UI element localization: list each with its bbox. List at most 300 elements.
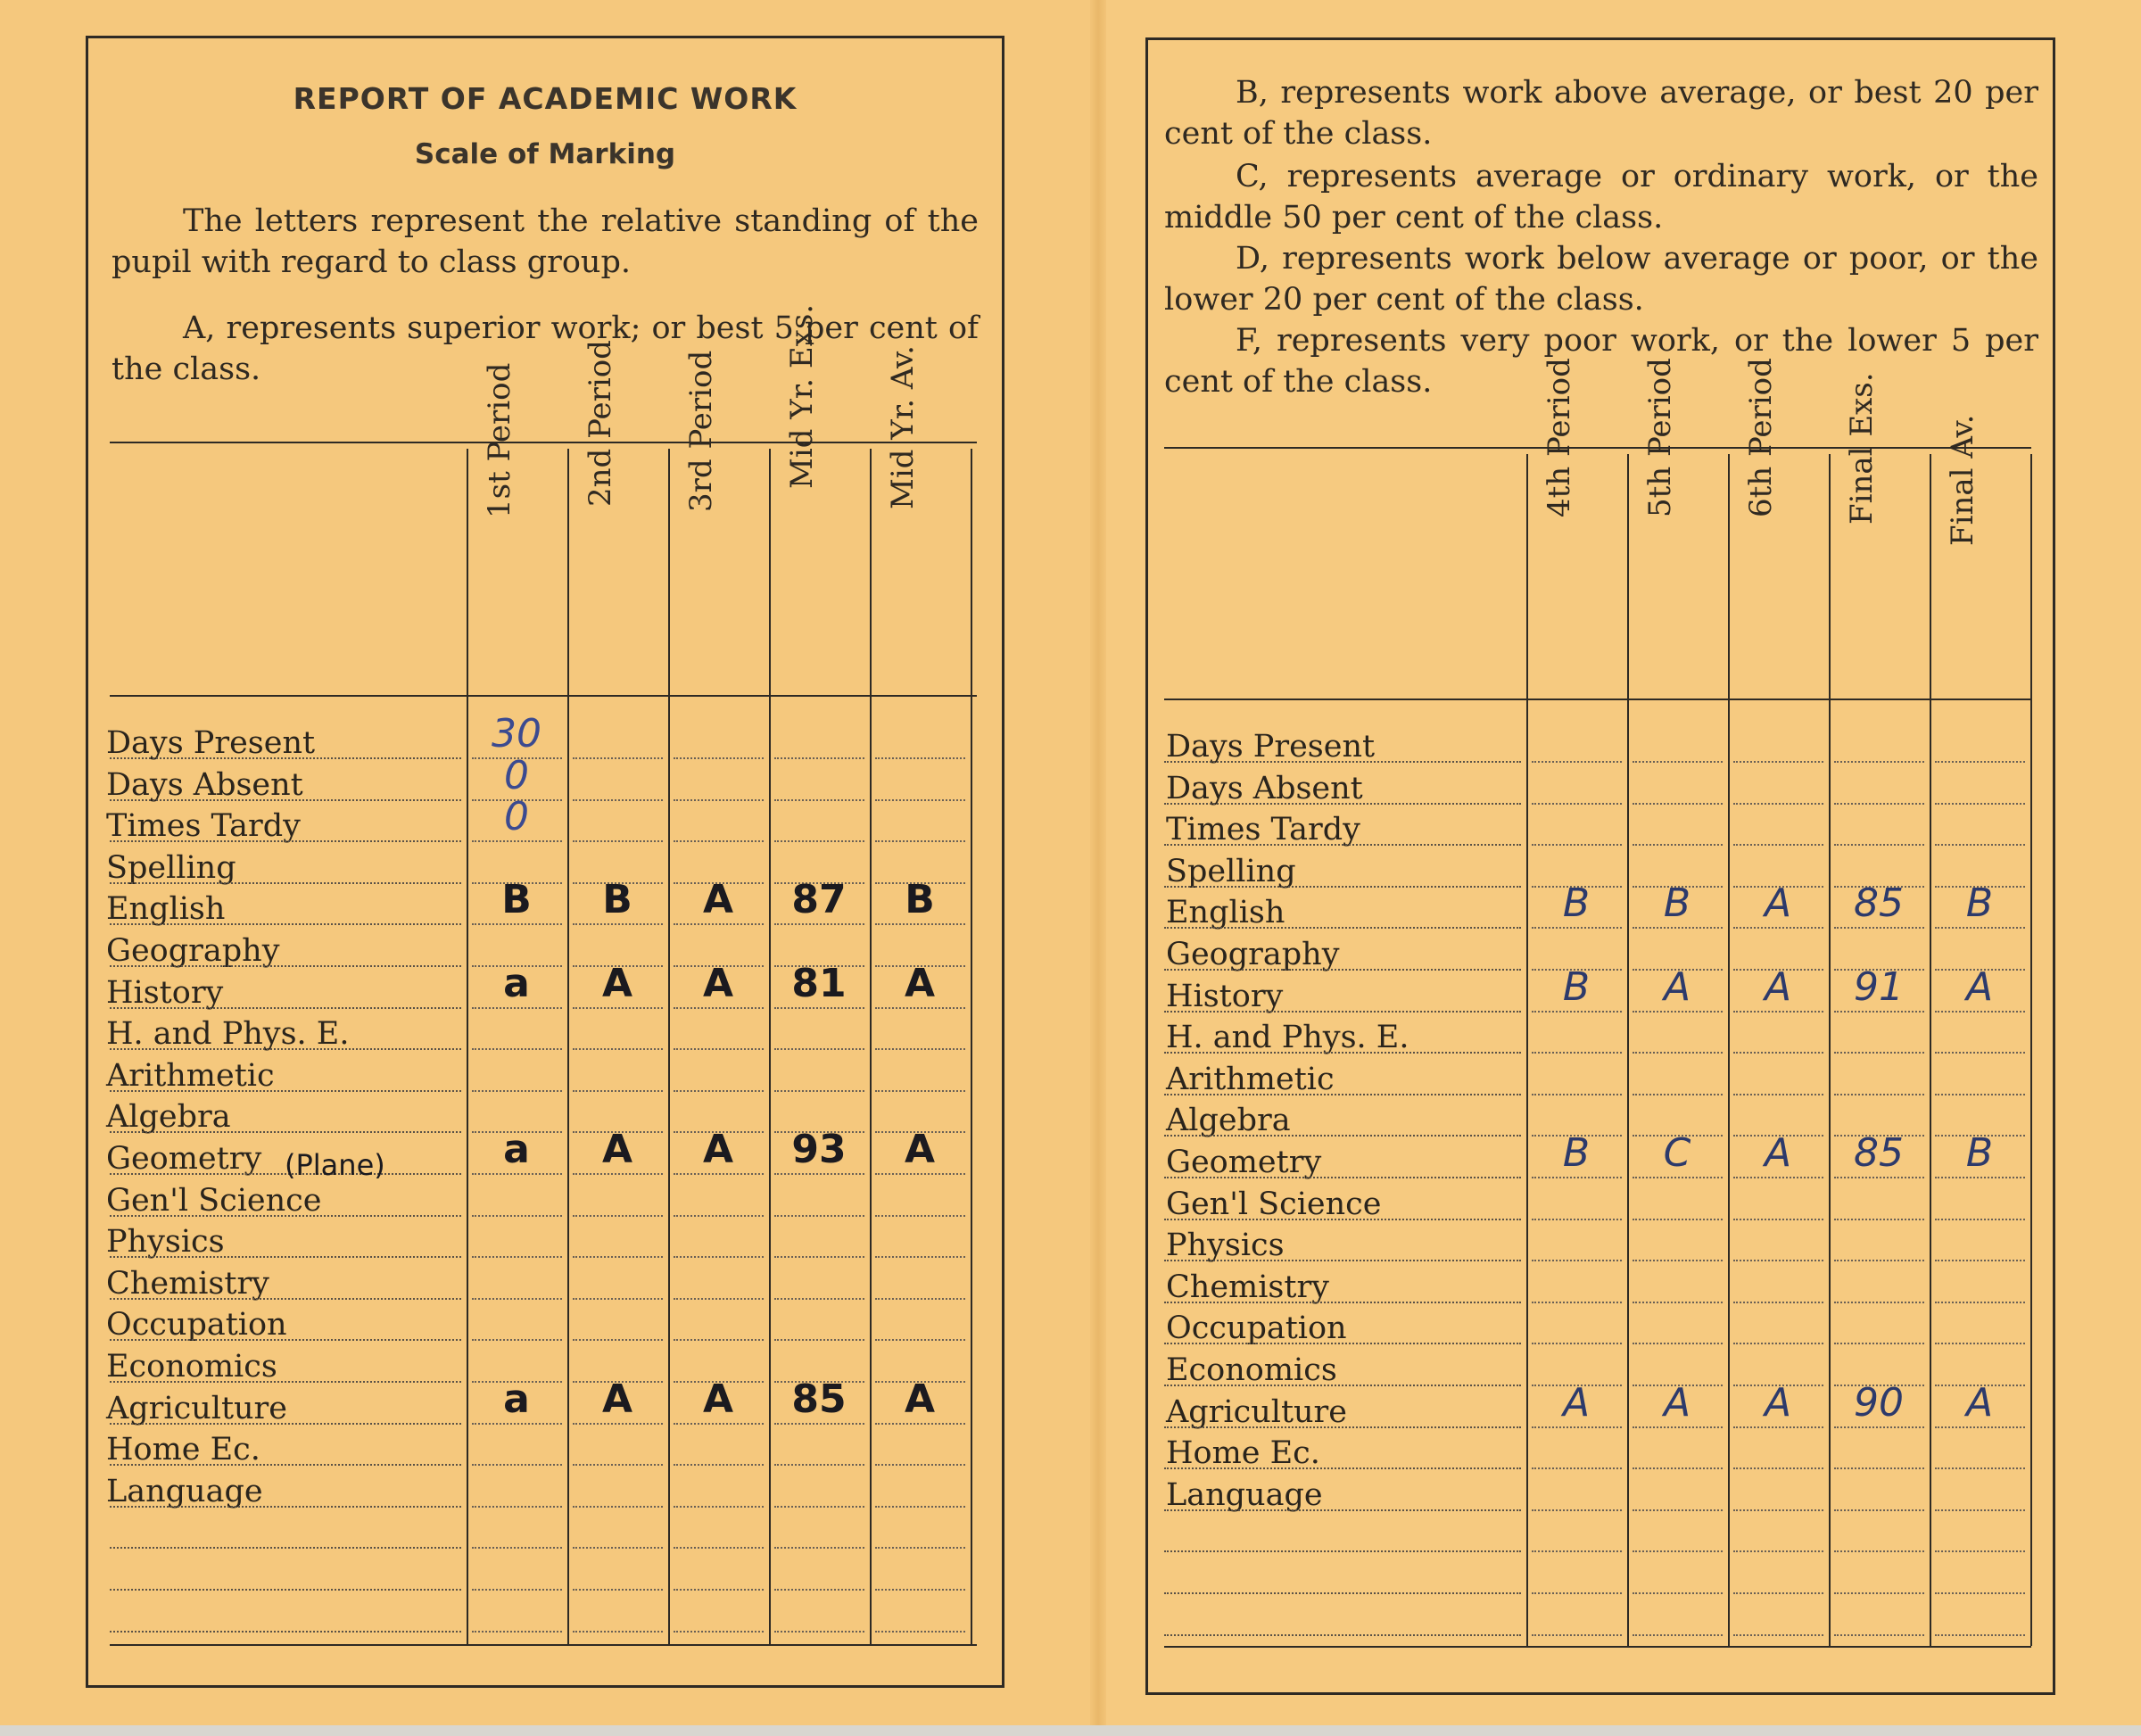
row-label-physics: Physics: [106, 1224, 225, 1261]
cell-line: [472, 1506, 562, 1508]
row-leader: [1164, 1177, 1521, 1178]
cell-line: [774, 757, 864, 759]
cell-line: [774, 1298, 864, 1300]
cell-line: [674, 923, 764, 925]
cell-line: [1834, 1550, 1924, 1552]
cell-line: [1935, 1219, 2025, 1220]
column-header-final-av: [1944, 414, 2007, 690]
row-leader: [110, 1131, 461, 1133]
cell-line: [1935, 1343, 2025, 1344]
cell-line: [1532, 1550, 1622, 1552]
cell-line: [1935, 1094, 2025, 1095]
row-label-geography: Geography: [106, 933, 280, 969]
column-divider: [870, 449, 872, 1644]
cell-line: [1733, 1052, 1823, 1054]
cell-line: [674, 1339, 764, 1341]
cell-line: [875, 799, 965, 801]
cell-line: [674, 799, 764, 801]
row-label-h-and-phys-e: H. and Phys. E.: [1166, 1020, 1409, 1056]
row-label-chemistry: Chemistry: [1166, 1269, 1329, 1305]
row-leader: [1164, 969, 1521, 971]
cell-line: [1633, 1094, 1723, 1095]
cell-line: [573, 923, 663, 925]
cell-line: [774, 1090, 864, 1092]
grade-agriculture-final-av: A: [1965, 1379, 1994, 1426]
cell-line: [1532, 1094, 1622, 1095]
left-report-panel: [86, 36, 1004, 1688]
grade-english-1st-period: B: [501, 877, 532, 923]
grade-history-1st-period: a: [503, 960, 530, 1006]
column-header-label: Final Exs.: [1843, 372, 1880, 525]
column-divider: [1728, 454, 1730, 1646]
cell-line: [1935, 844, 2025, 846]
row-leader: [1164, 1467, 1521, 1469]
row-leader: [1164, 761, 1521, 763]
cell-line: [774, 1007, 864, 1009]
grade-history-2nd-period: A: [601, 960, 633, 1006]
grade-d-description: D, represents work below average or poor, or the lower 20 per cent of the class.: [1164, 241, 2038, 318]
column-header-final-exs: [1843, 372, 1906, 690]
cell-line: [573, 1423, 663, 1425]
cell-line: [1733, 1302, 1823, 1303]
cell-line: [674, 1423, 764, 1425]
cell-line: [1834, 1592, 1924, 1594]
grade-geometry-2nd-period: A: [601, 1127, 633, 1172]
cell-line: [774, 1423, 864, 1425]
cell-line: [1834, 1219, 1924, 1220]
row-leader: [110, 1298, 461, 1300]
row-label-days-absent: Days Absent: [1166, 770, 1363, 806]
cell-line: [674, 1298, 764, 1300]
row-leader: [110, 923, 461, 925]
grade-agriculture-5th-period: A: [1663, 1379, 1691, 1426]
cell-line: [774, 1256, 864, 1258]
grade-geometry-1st-period: a: [503, 1127, 530, 1172]
row-leader: [110, 840, 461, 842]
cell-line: [1733, 803, 1823, 805]
cell-line: [1834, 1052, 1924, 1054]
scan-edge: [0, 1725, 2141, 1736]
row-label-chemistry: Chemistry: [106, 1265, 269, 1302]
row-label-times-tardy: Times Tardy: [106, 808, 301, 845]
column-header-label: 4th Period: [1541, 358, 1577, 518]
cell-line: [674, 1090, 764, 1092]
cell-line: [1532, 761, 1622, 763]
row-leader: [110, 965, 461, 967]
row-label-geometry: Geometry: [1166, 1145, 1322, 1180]
column-divider: [1829, 454, 1831, 1646]
cell-line: [573, 1506, 663, 1508]
grade-geometry-mid-yr-av: A: [904, 1127, 936, 1172]
cell-line: [674, 840, 764, 842]
row-label-arithmetic: Arithmetic: [106, 1057, 275, 1094]
cell-line: [1633, 1550, 1723, 1552]
grade-agriculture-3rd-period: A: [702, 1376, 734, 1422]
cell-line: [1733, 1260, 1823, 1261]
cell-line: [674, 1215, 764, 1217]
cell-line: [1633, 1052, 1723, 1054]
grade-history-mid-yr-av: A: [904, 960, 936, 1006]
cell-line: [1834, 1177, 1924, 1178]
grade-times-tardy-1st-period: 0: [504, 794, 529, 840]
cell-line: [573, 1547, 663, 1549]
grade-geometry-6th-period: A: [1764, 1130, 1792, 1176]
cell-line: [1633, 1467, 1723, 1469]
grade-history-final-exs: 91: [1854, 963, 1904, 1010]
geometry-note: (Plane): [285, 1148, 385, 1182]
row-label-days-absent: Days Absent: [106, 766, 303, 803]
cell-line: [1834, 1094, 1924, 1095]
row-leader: [110, 1589, 461, 1591]
column-header-2nd-period: [582, 340, 645, 686]
cell-line: [1532, 1426, 1622, 1428]
cell-line: [1733, 761, 1823, 763]
cell-line: [875, 1173, 965, 1175]
cell-line: [875, 1298, 965, 1300]
cell-line: [875, 1090, 965, 1092]
grade-agriculture-6th-period: A: [1764, 1379, 1792, 1426]
column-divider: [1627, 454, 1629, 1646]
cell-line: [472, 1589, 562, 1591]
cell-line: [674, 1173, 764, 1175]
cell-line: [1935, 1426, 2025, 1428]
column-header-3rd-period: [682, 350, 746, 686]
column-header-1st-period: [481, 362, 544, 686]
grade-history-5th-period: A: [1663, 963, 1691, 1010]
row-label-times-tardy: Times Tardy: [1166, 812, 1360, 848]
row-leader: [110, 1506, 461, 1508]
row-label-days-present: Days Present: [1166, 729, 1376, 765]
row-label-h-and-phys-e: H. and Phys. E.: [106, 1016, 350, 1053]
row-label-home-ec: Home Ec.: [106, 1432, 260, 1468]
cell-line: [875, 1256, 965, 1258]
row-label-language: Language: [106, 1473, 263, 1509]
grade-a-description: A, represents superior work; or best 5 per cent of the class.: [112, 310, 979, 387]
row-label-home-ec: Home Ec.: [1166, 1435, 1320, 1472]
right-report-panel: [1145, 37, 2055, 1695]
cell-line: [875, 1464, 965, 1466]
cell-line: [1834, 1343, 1924, 1344]
grade-geometry-3rd-period: A: [702, 1127, 734, 1172]
cell-line: [573, 1256, 663, 1258]
grade-agriculture-final-exs: 90: [1854, 1379, 1904, 1426]
column-divider: [971, 449, 972, 1644]
grade-f-description: F, represents very poor work, or the lower 5 per cent of the class.: [1164, 323, 2038, 400]
cell-line: [774, 1631, 864, 1633]
cell-line: [1935, 1302, 2025, 1303]
cell-line: [1633, 1219, 1723, 1220]
cell-line: [1834, 803, 1924, 805]
column-header-label: 6th Period: [1742, 358, 1779, 518]
cell-line: [472, 1173, 562, 1175]
column-header-mid-yr-exs: [783, 303, 847, 686]
row-label-language: Language: [1166, 1476, 1323, 1513]
cell-line: [875, 1547, 965, 1549]
cell-line: [573, 1631, 663, 1633]
cell-line: [1532, 1509, 1622, 1511]
cell-line: [573, 840, 663, 842]
column-divider: [769, 449, 771, 1644]
row-label-occupation: Occupation: [106, 1307, 287, 1343]
row-label-geometry: Geometry: [106, 1141, 262, 1177]
page-fold: [1090, 0, 1106, 1736]
row-leader: [1164, 1509, 1521, 1511]
grade-history-4th-period: B: [1562, 963, 1591, 1010]
cell-line: [1733, 1634, 1823, 1636]
cell-line: [875, 840, 965, 842]
row-label-algebra: Algebra: [1166, 1103, 1291, 1139]
cell-line: [1633, 1592, 1723, 1594]
row-leader: [1164, 1550, 1521, 1552]
cell-line: [1935, 1467, 2025, 1469]
grade-geometry-mid-yr-exs: 93: [791, 1127, 847, 1172]
grade-english-2nd-period: B: [602, 877, 632, 923]
row-leader: [110, 882, 461, 884]
cell-line: [573, 1215, 663, 1217]
column-header-mid-yr-av: [884, 345, 947, 686]
row-leader: [1164, 1052, 1521, 1054]
row-leader: [110, 1631, 461, 1633]
row-label-economics: Economics: [1166, 1352, 1337, 1388]
cell-line: [674, 1256, 764, 1258]
column-header-label: 1st Period: [481, 362, 517, 518]
grade-geometry-final-exs: 85: [1854, 1130, 1904, 1176]
grade-english-4th-period: B: [1562, 880, 1591, 927]
cell-line: [1733, 1592, 1823, 1594]
grade-english-mid-yr-exs: 87: [791, 877, 847, 923]
cell-line: [472, 1256, 562, 1258]
column-header-label: 3rd Period: [682, 350, 719, 512]
cell-line: [472, 1339, 562, 1341]
cell-line: [472, 1048, 562, 1050]
cell-line: [774, 923, 864, 925]
row-label-gen-l-science: Gen'l Science: [1166, 1186, 1382, 1222]
cell-line: [573, 799, 663, 801]
cell-line: [674, 1464, 764, 1466]
row-leader: [110, 1090, 461, 1092]
row-label-spelling: Spelling: [1166, 853, 1296, 889]
cell-line: [674, 1506, 764, 1508]
cell-line: [1633, 927, 1723, 929]
cell-line: [1834, 844, 1924, 846]
cell-line: [774, 1048, 864, 1050]
cell-line: [573, 1090, 663, 1092]
cell-line: [573, 1007, 663, 1009]
cell-line: [1834, 1509, 1924, 1511]
row-leader: [1164, 803, 1521, 805]
row-label-english: English: [106, 891, 226, 928]
row-label-spelling: Spelling: [106, 849, 236, 886]
cell-line: [774, 1547, 864, 1549]
cell-line: [1834, 761, 1924, 763]
row-leader: [110, 1423, 461, 1425]
row-leader: [1164, 1260, 1521, 1261]
row-leader: [110, 1048, 461, 1050]
grade-english-mid-yr-av: B: [905, 877, 935, 923]
cell-line: [875, 923, 965, 925]
cell-line: [1633, 1302, 1723, 1303]
grade-english-6th-period: A: [1764, 880, 1792, 927]
cell-line: [1532, 927, 1622, 929]
column-divider: [668, 449, 670, 1644]
cell-line: [875, 1007, 965, 1009]
cell-line: [1733, 1467, 1823, 1469]
cell-line: [1532, 803, 1622, 805]
row-label-history: History: [106, 974, 224, 1011]
cell-line: [774, 1173, 864, 1175]
cell-line: [1532, 1302, 1622, 1303]
cell-line: [573, 1339, 663, 1341]
cell-line: [472, 1423, 562, 1425]
cell-line: [674, 1631, 764, 1633]
cell-line: [1532, 1592, 1622, 1594]
column-divider: [1930, 454, 1931, 1646]
cell-line: [1733, 1011, 1823, 1013]
row-label-occupation: Occupation: [1166, 1310, 1347, 1347]
cell-line: [674, 1007, 764, 1009]
intro-paragraph: The letters represent the relative standing of the pupil with regard to class group.: [112, 203, 979, 280]
grade-agriculture-2nd-period: A: [601, 1376, 633, 1422]
cell-line: [774, 840, 864, 842]
column-header-4th-period: [1541, 358, 1604, 690]
row-leader: [1164, 1302, 1521, 1303]
cell-line: [1532, 1219, 1622, 1220]
cell-line: [573, 1298, 663, 1300]
cell-line: [573, 1589, 663, 1591]
row-leader: [1164, 886, 1521, 888]
cell-line: [1633, 1343, 1723, 1344]
cell-line: [573, 757, 663, 759]
cell-line: [1935, 1052, 2025, 1054]
cell-line: [1633, 1426, 1723, 1428]
row-leader: [1164, 1011, 1521, 1013]
cell-line: [875, 1631, 965, 1633]
cell-line: [573, 1173, 663, 1175]
cell-line: [1532, 1467, 1622, 1469]
column-divider: [1526, 454, 1528, 1646]
cell-line: [1532, 1634, 1622, 1636]
row-leader: [110, 1547, 461, 1549]
cell-line: [1633, 844, 1723, 846]
scale-subtitle: Scale of Marking: [414, 138, 676, 170]
column-divider: [567, 449, 569, 1644]
cell-line: [1935, 761, 2025, 763]
cell-line: [1532, 1343, 1622, 1344]
cell-line: [1532, 1177, 1622, 1178]
cell-line: [1834, 1426, 1924, 1428]
row-label-geography: Geography: [1166, 937, 1340, 972]
column-divider: [2030, 454, 2032, 1646]
row-label-english: English: [1166, 895, 1285, 931]
cell-line: [1935, 1260, 2025, 1261]
cell-line: [1532, 1052, 1622, 1054]
cell-line: [1834, 1467, 1924, 1469]
row-leader: [110, 1339, 461, 1341]
grade-english-3rd-period: A: [702, 877, 734, 923]
cell-line: [1935, 927, 2025, 929]
row-leader: [110, 1464, 461, 1466]
cell-line: [1935, 1509, 2025, 1511]
cell-line: [1935, 1550, 2025, 1552]
cell-line: [1633, 1177, 1723, 1178]
column-header-label: 5th Period: [1641, 358, 1678, 518]
row-leader: [1164, 844, 1521, 846]
row-leader: [1164, 1592, 1521, 1594]
row-leader: [1164, 1634, 1521, 1636]
cell-line: [1834, 1260, 1924, 1261]
cell-line: [1733, 1343, 1823, 1344]
cell-line: [472, 1090, 562, 1092]
row-leader: [110, 799, 461, 801]
cell-line: [1532, 1260, 1622, 1261]
cell-line: [472, 1464, 562, 1466]
cell-line: [1935, 803, 2025, 805]
cell-line: [1633, 1634, 1723, 1636]
table-bottom-rule: [1164, 1646, 2031, 1648]
row-leader: [1164, 1135, 1521, 1137]
cell-line: [774, 1464, 864, 1466]
grade-c-description: C, represents average or ordinary work, or the middle 50 per cent of the class.: [1164, 159, 2038, 236]
cell-line: [674, 757, 764, 759]
cell-line: [472, 840, 562, 842]
cell-line: [1935, 1634, 2025, 1636]
grade-agriculture-mid-yr-av: A: [904, 1376, 936, 1422]
cell-line: [1733, 1219, 1823, 1220]
cell-line: [1633, 1509, 1723, 1511]
grade-history-final-av: A: [1965, 963, 1994, 1010]
cell-line: [1733, 844, 1823, 846]
row-label-economics: Economics: [106, 1349, 277, 1385]
row-leader: [1164, 1219, 1521, 1220]
header-bottom-rule: [110, 695, 977, 697]
cell-line: [573, 1464, 663, 1466]
cell-line: [774, 1506, 864, 1508]
column-header-label: Final Av.: [1944, 414, 1980, 546]
row-leader: [110, 1381, 461, 1383]
cell-line: [1633, 1260, 1723, 1261]
cell-line: [1733, 1177, 1823, 1178]
column-header-label: Mid Yr. Exs.: [783, 303, 820, 489]
column-header-6th-period: [1742, 358, 1806, 690]
row-leader: [1164, 927, 1521, 929]
grade-geometry-4th-period: B: [1562, 1130, 1591, 1176]
column-header-5th-period: [1641, 358, 1705, 690]
row-leader: [110, 1256, 461, 1258]
grade-history-6th-period: A: [1764, 963, 1792, 1010]
cell-line: [875, 1589, 965, 1591]
cell-line: [1633, 803, 1723, 805]
row-label-arithmetic: Arithmetic: [1166, 1061, 1335, 1097]
cell-line: [472, 1215, 562, 1217]
row-label-physics: Physics: [1166, 1228, 1285, 1264]
row-label-algebra: Algebra: [106, 1099, 231, 1136]
cell-line: [1532, 844, 1622, 846]
row-leader: [110, 757, 461, 759]
cell-line: [1733, 1550, 1823, 1552]
cell-line: [774, 1215, 864, 1217]
cell-line: [1633, 761, 1723, 763]
cell-line: [1733, 927, 1823, 929]
report-title: REPORT OF ACADEMIC WORK: [293, 81, 798, 116]
grade-b-description: B, represents work above average, or best 20 per cent of the class.: [1164, 75, 2038, 152]
cell-line: [472, 923, 562, 925]
row-leader: [1164, 1385, 1521, 1386]
grade-agriculture-mid-yr-exs: 85: [791, 1376, 847, 1422]
grade-english-final-exs: 85: [1854, 880, 1904, 927]
grade-history-3rd-period: A: [702, 960, 734, 1006]
cell-line: [774, 1339, 864, 1341]
grade-english-5th-period: B: [1663, 880, 1691, 927]
